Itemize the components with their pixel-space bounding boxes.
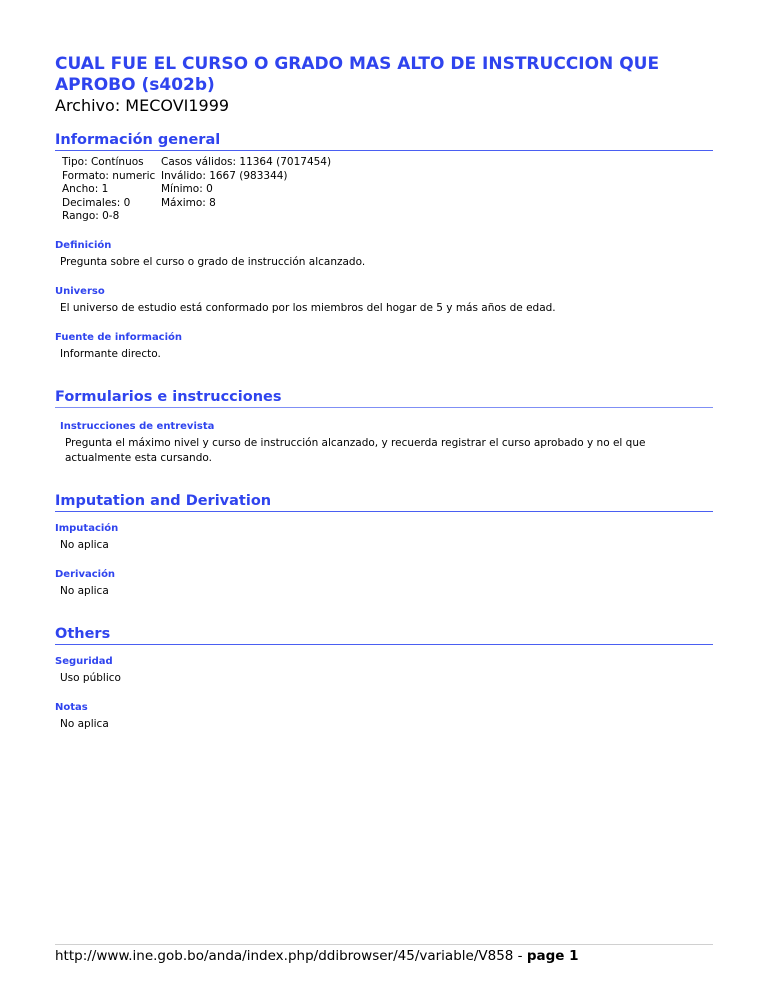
info-width: Ancho: 1 (62, 183, 109, 196)
info-range: Rango: 0-8 (62, 210, 120, 223)
variable-title: CUAL FUE EL CURSO O GRADO MAS ALTO DE INSTRUCCION QUE APROBO (s402b) (55, 54, 660, 95)
security-label: Seguridad (55, 655, 113, 667)
imputation-block (55, 522, 713, 553)
section-heading-general-info: Información general (55, 131, 713, 151)
footer-url-link[interactable]: http://www.ine.gob.bo/anda/index.php/ddibrowser/45/variable/V858 (55, 948, 514, 964)
notes-label: Notas (55, 701, 88, 713)
section-heading-others: Others (55, 625, 713, 645)
source-block (55, 331, 713, 362)
universe-block (55, 285, 713, 316)
derivation-text: No aplica (60, 584, 109, 597)
section-heading-forms: Formularios e instrucciones (55, 388, 713, 408)
interview-text: Pregunta el máximo nivel y curso de instrucción alcanzado, y recuerda registrar el curso aprobado y no el que actualmente esta cursando. (65, 436, 646, 464)
source-text: Informante directo. (60, 347, 161, 360)
file-label: Archivo: MECOVI1999 (55, 96, 230, 115)
notes-text: No aplica (60, 717, 109, 730)
info-column-left (62, 156, 161, 224)
security-text: Uso público (60, 671, 121, 684)
info-type: Tipo: Contínuos (62, 156, 144, 168)
source-label: Fuente de información (55, 331, 183, 343)
derivation-block (55, 568, 713, 599)
page-footer (55, 944, 713, 965)
info-invalid: Inválido: 1667 (983344) (161, 169, 288, 182)
info-column-right (161, 156, 331, 224)
notes-block (55, 701, 713, 732)
section-heading-imputation: Imputation and Derivation (55, 492, 713, 512)
info-minimum: Mínimo: 0 (161, 183, 213, 196)
definition-text: Pregunta sobre el curso o grado de instrucción alcanzado. (60, 255, 366, 268)
definition-block (55, 239, 713, 270)
derivation-label: Derivación (55, 568, 116, 580)
info-decimals: Decimales: 0 (62, 196, 131, 209)
document-page (55, 54, 713, 732)
universe-text: El universo de estudio está conformado por los miembros del hogar de 5 y más años de edad. (60, 301, 556, 314)
footer-separator: - (513, 948, 527, 964)
imputation-text: No aplica (60, 538, 109, 551)
general-info-grid (62, 156, 713, 224)
info-format: Formato: numeric (62, 169, 156, 182)
security-block (55, 655, 713, 686)
info-valid-cases: Casos válidos: 11364 (7017454) (161, 156, 332, 168)
interview-label: Instrucciones de entrevista (60, 420, 215, 432)
footer-page-number: page 1 (526, 948, 579, 964)
imputation-label: Imputación (55, 522, 119, 534)
info-maximum: Máximo: 8 (161, 196, 216, 209)
definition-label: Definición (55, 239, 112, 251)
interview-block (55, 420, 713, 466)
universe-label: Universo (55, 285, 105, 297)
